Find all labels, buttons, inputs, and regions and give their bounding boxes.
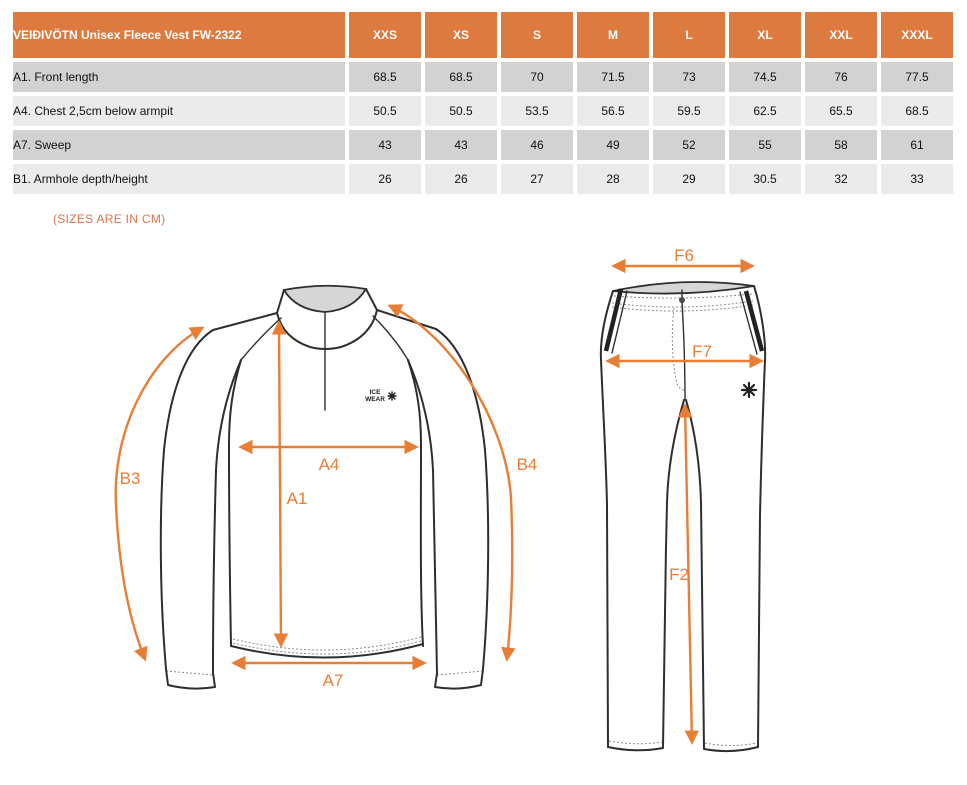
size-value-cell: 68.5 — [349, 62, 421, 92]
row-label: A1. Front length — [13, 62, 345, 92]
right-cuff — [435, 669, 483, 689]
size-header-xxs: XXS — [349, 12, 421, 58]
right-sleeve-outer — [436, 329, 488, 669]
table-header-row — [13, 12, 953, 58]
pants-right-hem — [704, 747, 758, 751]
label-f2: F2 — [669, 565, 689, 584]
size-value-cell: 26 — [349, 164, 421, 194]
table-row — [13, 164, 953, 194]
units-note: (SIZES ARE IN CM) — [53, 212, 166, 226]
size-header-s: S — [501, 12, 573, 58]
logo-line1: ICE — [369, 389, 381, 396]
size-value-cell: 58 — [805, 130, 877, 160]
size-value-cell: 59.5 — [653, 96, 725, 126]
center-front-seam — [682, 302, 685, 399]
size-value-cell: 56.5 — [577, 96, 649, 126]
waistband-top — [613, 282, 754, 294]
size-value-cell: 55 — [729, 130, 801, 160]
left-cuff — [166, 669, 215, 689]
pants-left-hem — [608, 747, 663, 750]
size-value-cell: 33 — [881, 164, 953, 194]
table-row — [13, 130, 953, 160]
size-value-cell: 50.5 — [349, 96, 421, 126]
row-label: B1. Armhole depth/height — [13, 164, 345, 194]
label-a1: A1 — [286, 489, 308, 508]
pants-left-hem-stitch — [609, 741, 662, 744]
size-header-xs: XS — [425, 12, 497, 58]
label-f7: F7 — [692, 342, 712, 361]
size-header-m: M — [577, 12, 649, 58]
label-b3: B3 — [119, 469, 141, 488]
size-value-cell: 43 — [349, 130, 421, 160]
size-value-cell: 62.5 — [729, 96, 801, 126]
right-shoulder — [377, 310, 436, 329]
size-value-cell: 61 — [881, 130, 953, 160]
left-sleeve-outer — [161, 330, 213, 669]
jacket-hem-stitch — [233, 637, 421, 650]
size-value-cell: 32 — [805, 164, 877, 194]
size-value-cell: 77.5 — [881, 62, 953, 92]
arrow-b3 — [116, 328, 202, 659]
size-value-cell: 73 — [653, 62, 725, 92]
size-value-cell: 65.5 — [805, 96, 877, 126]
label-a7: A7 — [322, 671, 344, 690]
size-header-xxl: XXL — [805, 12, 877, 58]
pants-right-hem-stitch — [705, 743, 757, 746]
logo-line2: WEAR — [365, 396, 385, 403]
table-title: VEIÐIVÖTN Unisex Fleece Vest FW-2322 — [13, 12, 345, 58]
size-value-cell: 28 — [577, 164, 649, 194]
fleece-jacket-diagram — [116, 286, 538, 690]
row-label: A4. Chest 2,5cm below armpit — [13, 96, 345, 126]
label-a4: A4 — [318, 455, 340, 474]
size-value-cell: 50.5 — [425, 96, 497, 126]
arrow-b4 — [390, 306, 512, 659]
left-pocket-opening — [606, 289, 621, 351]
arrow-a1 — [279, 323, 281, 645]
icewear-logo — [365, 389, 396, 403]
jacket-hem — [231, 644, 423, 658]
left-sleeve-inner — [213, 360, 241, 673]
right-raglan-seam — [373, 316, 408, 360]
size-value-cell: 27 — [501, 164, 573, 194]
size-value-cell: 70 — [501, 62, 573, 92]
label-f6: F6 — [674, 246, 694, 265]
size-value-cell: 30.5 — [729, 164, 801, 194]
size-table — [9, 8, 957, 198]
left-raglan-seam — [241, 318, 281, 360]
measurement-diagrams — [0, 240, 967, 785]
size-value-cell: 52 — [653, 130, 725, 160]
jacket-right-side — [408, 360, 423, 646]
label-b4: B4 — [516, 455, 538, 474]
size-value-cell: 74.5 — [729, 62, 801, 92]
size-value-cell: 26 — [425, 164, 497, 194]
right-cuff-stitch — [437, 671, 483, 675]
size-header-xxxl: XXXL — [881, 12, 953, 58]
logo-snowflake-icon — [388, 392, 396, 400]
size-header-xl: XL — [729, 12, 801, 58]
size-value-cell: 43 — [425, 130, 497, 160]
pants-diagram — [601, 246, 765, 751]
size-value-cell: 49 — [577, 130, 649, 160]
collar-opening — [284, 286, 366, 312]
table-row — [13, 96, 953, 126]
size-value-cell: 29 — [653, 164, 725, 194]
size-value-cell: 68.5 — [425, 62, 497, 92]
pants-left-outer — [601, 291, 613, 747]
size-value-cell: 53.5 — [501, 96, 573, 126]
row-label: A7. Sweep — [13, 130, 345, 160]
size-value-cell: 68.5 — [881, 96, 953, 126]
pants-snowflake-icon — [742, 383, 756, 397]
left-shoulder — [213, 313, 277, 330]
size-header-l: L — [653, 12, 725, 58]
pants-right-outer — [754, 286, 765, 747]
size-value-cell: 46 — [501, 130, 573, 160]
size-value-cell: 71.5 — [577, 62, 649, 92]
jacket-left-side — [229, 360, 241, 646]
table-row — [13, 62, 953, 92]
size-value-cell: 76 — [805, 62, 877, 92]
left-cuff-stitch — [166, 671, 213, 675]
